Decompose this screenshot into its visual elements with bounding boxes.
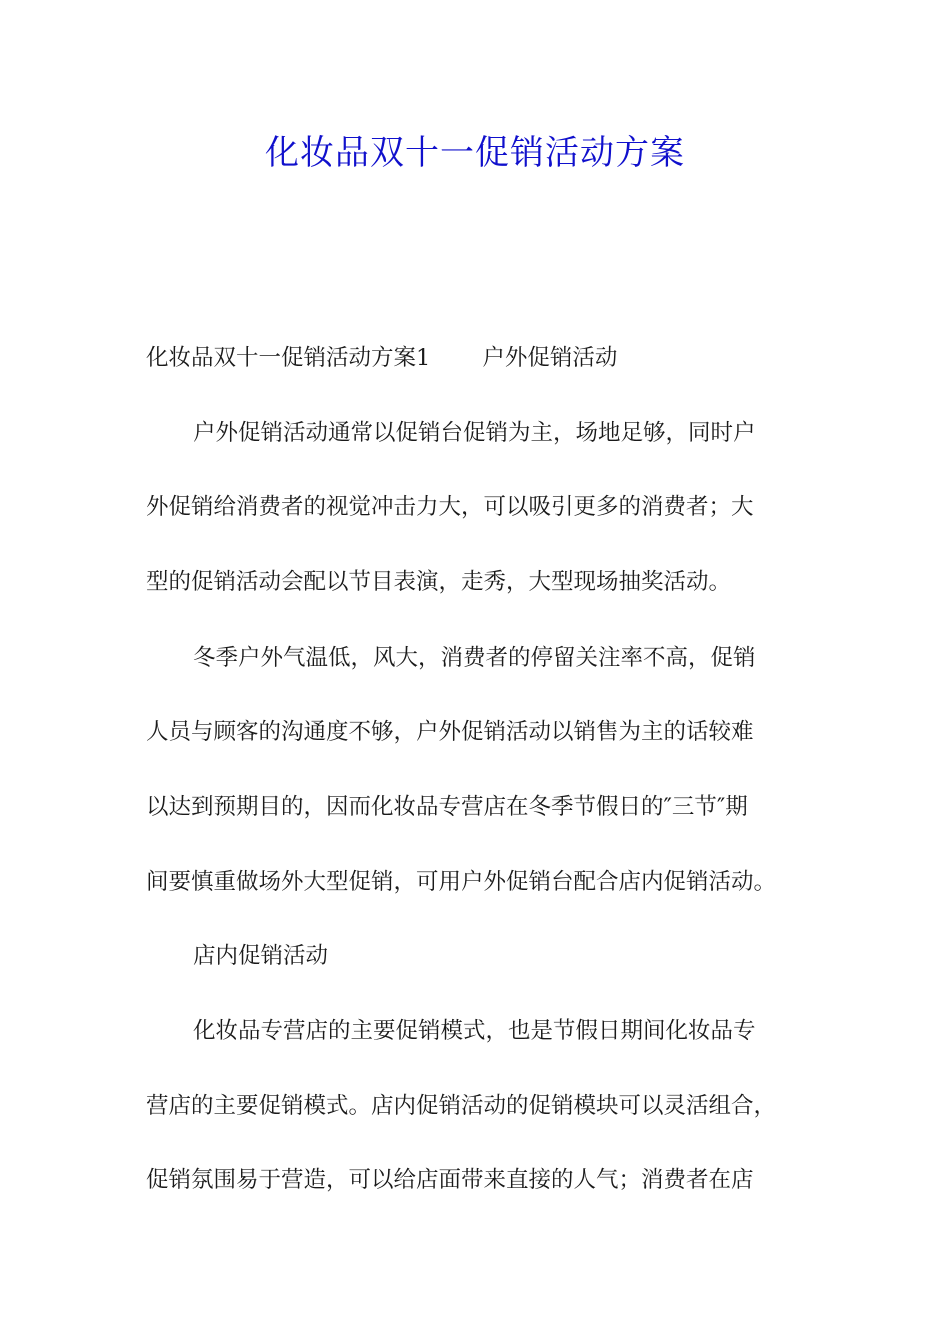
paragraph-line: 户外促销活动通常以促销台促销为主，场地足够，同时户: [193, 420, 756, 446]
section-heading-line: [146, 340, 826, 376]
paragraph-line: 营店的主要促销模式。店内促销活动的促销模块可以灵活组合，: [146, 1093, 777, 1119]
paragraph-line: 促销氛围易于营造，可以给店面带来直接的人气；消费者在店: [146, 1167, 754, 1193]
subheading-instore: 店内促销活动: [193, 943, 329, 969]
section-heading: 化妆品双十一促销活动方案1: [146, 345, 431, 371]
paragraph-line: 以达到预期目的，因而化妆品专营店在冬季节假日的″三节″期: [146, 794, 748, 820]
paragraph-line: 间要慎重做场外大型促销，可用户外促销台配合店内促销活动。: [146, 869, 777, 895]
paragraph-line: 型的促销活动会配以节目表演，走秀，大型现场抽奖活动。: [146, 569, 732, 595]
subheading-outdoor: 户外促销活动: [482, 345, 618, 371]
paragraph-line: 化妆品专营店的主要促销模式，也是节假日期间化妆品专: [193, 1018, 756, 1044]
document-title: 化妆品双十一促销活动方案: [265, 133, 685, 173]
paragraph-line: 冬季户外气温低，风大，消费者的停留关注率不高，促销: [193, 645, 756, 671]
paragraph-line: 人员与顾客的沟通度不够，户外促销活动以销售为主的话较难: [146, 719, 754, 745]
paragraph-line: 外促销给消费者的视觉冲击力大，可以吸引更多的消费者；大: [146, 494, 754, 520]
